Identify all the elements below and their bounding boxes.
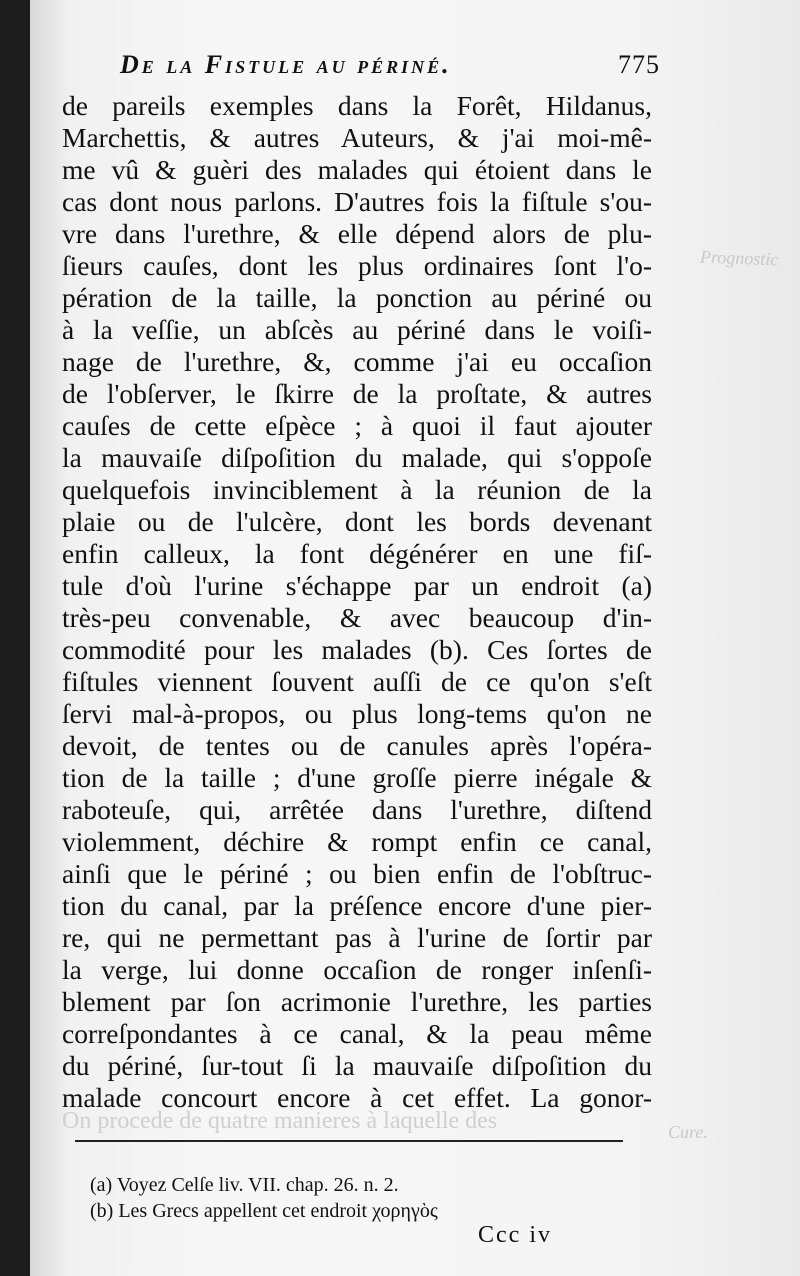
text-line: plaie ou de l'ulcère, dont les bords devenant bbox=[62, 506, 652, 537]
body-text bbox=[62, 90, 652, 1114]
text-line: correſpondantes à ce canal, & la peau même bbox=[62, 1018, 652, 1049]
text-line: ſieurs cauſes, dont les plus ordinaires ſont l'o- bbox=[62, 250, 652, 281]
text-line: blement par ſon acrimonie l'urethre, les parties bbox=[62, 986, 652, 1017]
text-line: pération de la taille, la ponction au périné ou bbox=[62, 282, 652, 313]
text-line: commodité pour les malades (b). Ces ſortes de bbox=[62, 634, 652, 665]
text-line: fiſtules viennent ſouvent auſſi de ce qu'on s'eſt bbox=[62, 666, 652, 697]
text-line: ſervi mal-à-propos, ou plus long-tems qu'on ne bbox=[62, 698, 652, 729]
text-line: tule d'où l'urine s'échappe par un endroit (a) bbox=[62, 570, 652, 601]
text-line: re, qui ne permettant pas à l'urine de ſortir par bbox=[62, 922, 652, 953]
text-line: quelquefois invinciblement à la réunion de la bbox=[62, 474, 652, 505]
running-title: De la Fistule au périné. bbox=[120, 50, 452, 79]
text-line: ainſi que le périné ; ou bien enfin de l'obſtruc- bbox=[62, 858, 652, 889]
text-line: tion du canal, par la préſence encore d'une pier- bbox=[62, 890, 652, 921]
text-line: nage de l'urethre, &, comme j'ai eu occaſion bbox=[62, 346, 652, 377]
text-line: cauſes de cette eſpèce ; à quoi il faut ajouter bbox=[62, 410, 652, 441]
text-line: Marchettis, & autres Auteurs, & j'ai moi-mê- bbox=[62, 122, 652, 153]
footnote-b: (b) Les Grecs appellent cet endroit χορηγὸς bbox=[90, 1200, 438, 1222]
margin-ghost-lower: Cure. bbox=[668, 1122, 708, 1142]
margin-ghost-upper: Prognostic bbox=[699, 246, 779, 270]
show-through-text: On procede de quatre manieres à laquelle des bbox=[62, 1108, 498, 1134]
text-line: enfin calleux, la font dégénérer en une fiſ- bbox=[62, 538, 652, 569]
footnotes bbox=[90, 1172, 610, 1224]
text-line: du périné, ſur-tout ſi la mauvaiſe diſpoſition du bbox=[62, 1050, 652, 1081]
text-line: très-peu convenable, & avec beaucoup d'in- bbox=[62, 602, 652, 633]
footnote-a: (a) Voyez Celſe liv. VII. chap. 26. n. 2. bbox=[90, 1174, 399, 1196]
text-line: la verge, lui donne occaſion de ronger inſenſi- bbox=[62, 954, 652, 985]
signature-mark: Ccc iv bbox=[478, 1222, 552, 1248]
text-line: de l'obſerver, le ſkirre de la proſtate, & autres bbox=[62, 378, 652, 409]
text-line: devoit, de tentes ou de canules après l'opéra- bbox=[62, 730, 652, 761]
footnote-rule bbox=[75, 1140, 623, 1142]
text-line: malade concourt encore à cet effet. La gonor- bbox=[62, 1082, 652, 1113]
text-line: cas dont nous parlons. D'autres fois la fiſtule s'ou- bbox=[62, 186, 652, 217]
page-number: 775 bbox=[618, 50, 660, 79]
text-line: à la veſſie, un abſcès au périné dans le voiſi- bbox=[62, 314, 652, 345]
text-line: violemment, déchire & rompt enfin ce canal, bbox=[62, 826, 652, 857]
text-line: vre dans l'urethre, & elle dépend alors de plu- bbox=[62, 218, 652, 249]
text-line: me vû & guèri des malades qui étoient dans le bbox=[62, 154, 652, 185]
text-line: raboteuſe, qui, arrêtée dans l'urethre, diſtend bbox=[62, 794, 652, 825]
text-line: de pareils exemples dans la Forêt, Hildanus, bbox=[62, 90, 652, 121]
text-line: tion de la taille ; d'une groſſe pierre inégale & bbox=[62, 762, 652, 793]
text-line: la mauvaiſe diſpoſition du malade, qui s'oppoſe bbox=[62, 442, 652, 473]
running-header bbox=[120, 50, 660, 90]
